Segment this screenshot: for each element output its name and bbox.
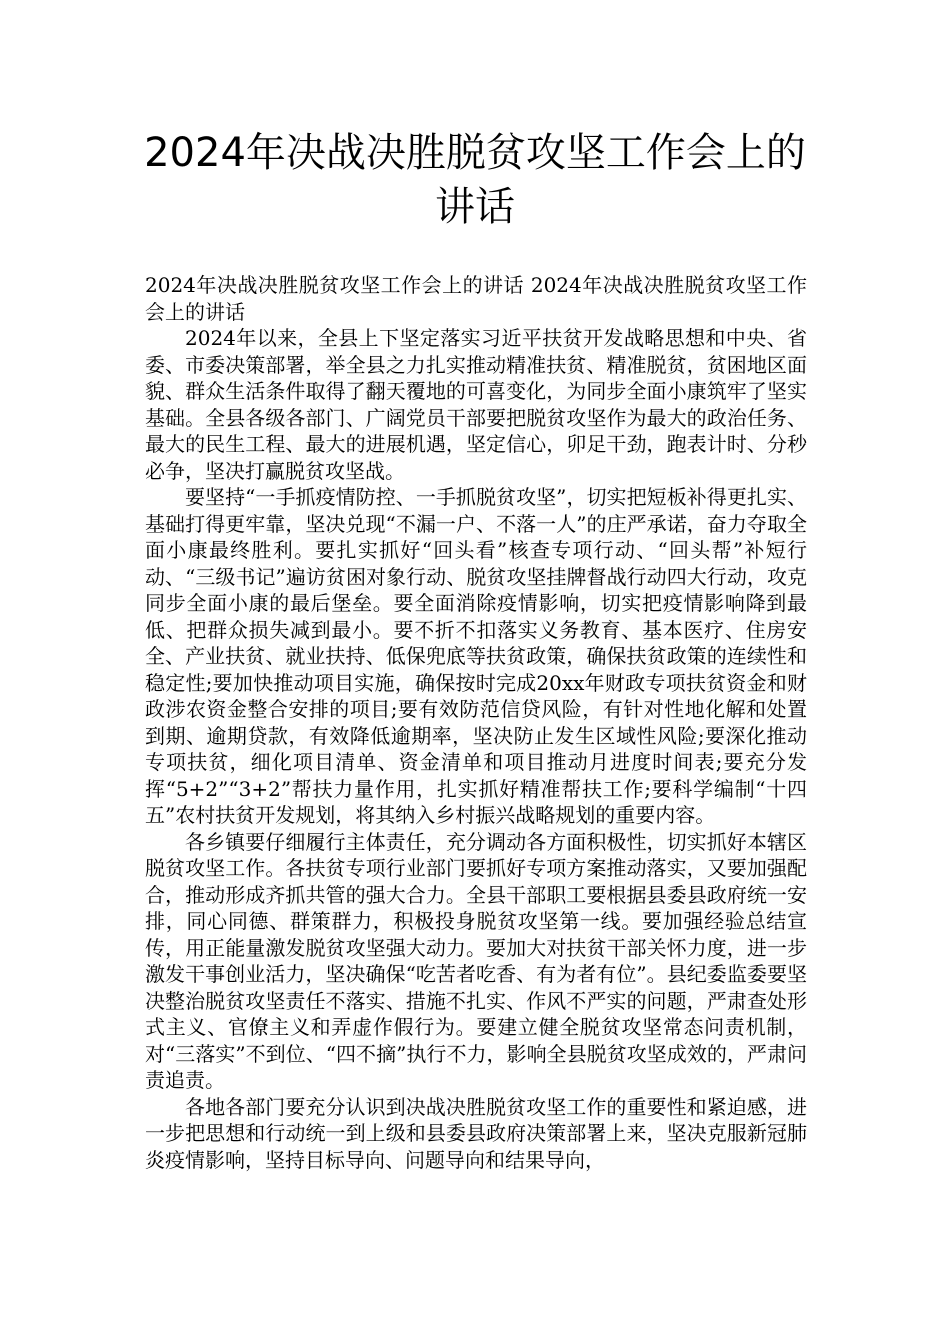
document-body (145, 272, 807, 1173)
paragraph: 各地各部门要充分认识到决战决胜脱贫攻坚工作的重要性和紧迫感，进一步把思想和行动统一到上级和县委县政府决策部署上来，坚决克服新冠肺炎疫情影响，坚持目标导向、问题导向和结果导向， (145, 1094, 807, 1172)
paragraph: 要坚持“一手抓疫情防控、一手抓脱贫攻坚”，切实把短板补得更扎实、基础打得更牢靠，坚决兑现“不漏一户、不落一人”的庄严承诺，奋力夺取全面小康最终胜利。要扎实抓好“回头看”核查专项行动、“回头帮”补短行动、“三级书记”遍访贫困对象行动、脱贫攻坚挂牌督战行动四大行动，攻克同步全面小康的最后堡垒。要全面消除疫情影响，切实把疫情影响降到最低、把群众损失减到最小。要不折不扣落实义务教育、基本医疗、住房安全、产业扶贫、就业扶持、低保兜底等扶贫政策，确保扶贫政策的连续性和稳定性;要加快推动项目实施，确保按时完成20xx年财政专项扶贫资金和财政涉农资金整合安排的项目;要有效防范信贷风险，有针对性地化解和处置到期、逾期贷款，有效降低逾期率，坚决防止发生区域性风险;要深化推动专项扶贫，细化项目清单、资金清单和项目推动月进度时间表;要充分发挥“5+2”“3+2”帮扶力量作用，扎实抓好精准帮扶工作;要科学编制“十四五”农村扶贫开发规划，将其纳入乡村振兴战略规划的重要内容。 (145, 485, 807, 827)
document-title: 2024年决战决胜脱贫攻坚工作会上的讲话 (144, 130, 806, 230)
paragraph: 各乡镇要仔细履行主体责任，充分调动各方面积极性，切实抓好本辖区脱贫攻坚工作。各扶贫专项行业部门要抓好专项方案推动落实，又要加强配合，推动形成齐抓共管的强大合力。全县干部职工要根据县委县政府统一安排，同心同德、群策群力，积极投身脱贫攻坚第一线。要加强经验总结宣传，用正能量激发脱贫攻坚强大动力。要加大对扶贫干部关怀力度，进一步激发干事创业活力，坚决确保“吃苦者吃香、有为者有位”。县纪委监委要坚决整治脱贫攻坚责任不落实、措施不扎实、作风不严实的问题，严肃查处形式主义、官僚主义和弄虚作假行为。要建立健全脱贫攻坚常态问责机制，对“三落实”不到位、“四不摘”执行不力，影响全县脱贫攻坚成效的，严肃问责追责。 (145, 829, 807, 1092)
paragraph: 2024年以来，全县上下坚定落实习近平扶贫开发战略思想和中央、省委、市委决策部署，举全县之力扎实推动精准扶贫、精准脱贫，贫困地区面貌、群众生活条件取得了翻天覆地的可喜变化，为同步全面小康筑牢了坚实基础。全县各级各部门、广阔党员干部要把脱贫攻坚作为最大的政治任务、最大的民生工程、最大的进展机遇，坚定信心，卯足干劲，跑表计时、分秒必争，坚决打赢脱贫攻坚战。 (145, 326, 807, 483)
paragraph-heading-repeat: 2024年决战决胜脱贫攻坚工作会上的讲话 2024年决战决胜脱贫攻坚工作会上的讲话 (145, 273, 807, 324)
